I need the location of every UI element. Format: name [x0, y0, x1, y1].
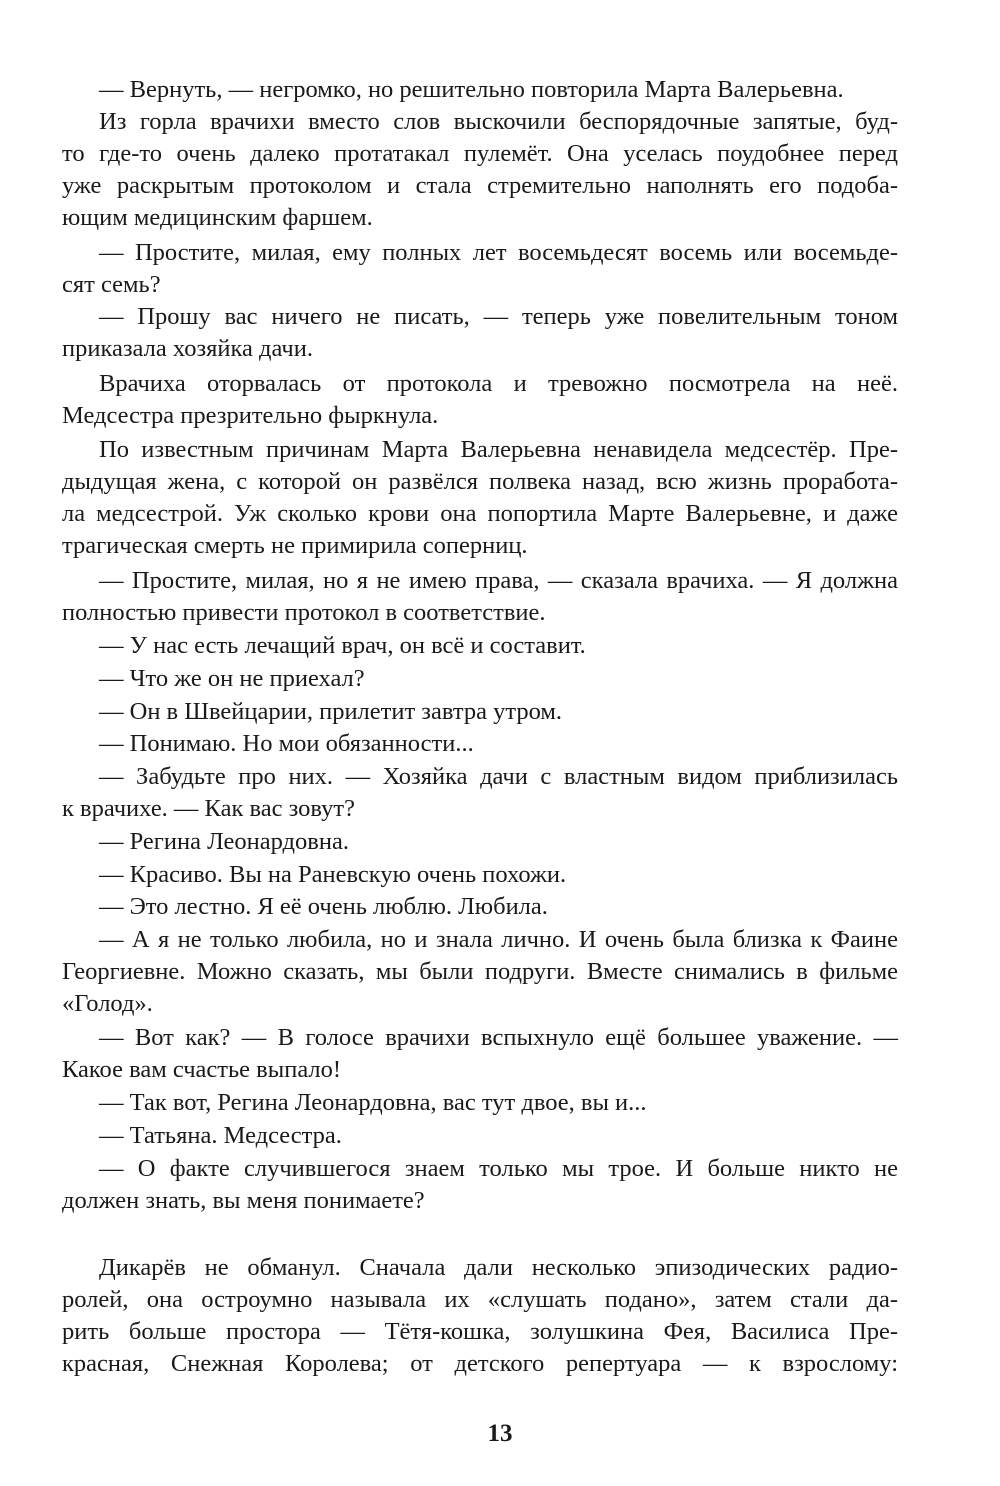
text-line: Врачиха оторвалась от протокола и тревожно посмотрела на неё. [99, 370, 898, 397]
text-line: — Красиво. Вы на Раневскую очень похожи. [99, 861, 567, 888]
text-line: полностью привести протокол в соответствие. [62, 599, 546, 626]
text-line: — Это лестно. Я её очень люблю. Любила. [99, 893, 548, 920]
text-line: — Забудьте про них. — Хозяйка дачи с властным видом приблизилась [99, 763, 898, 790]
text-line: ролей, она остроумно называла их «слушать подано», затем стали да- [62, 1286, 898, 1313]
text-line: трагическая смерть не примирила соперниц. [62, 532, 528, 559]
text-line: — Вернуть, — негромко, но решительно повторила Марта Валерьевна. [99, 76, 844, 103]
text-line: — Прошу вас ничего не писать, — теперь уже повелительным тоном [99, 303, 898, 330]
text-line: — А я не только любила, но и знала лично. И очень была близка к Фаине [99, 926, 898, 953]
text-line: — Вот как? — В голосе врачихи вспыхнуло ещё большее уважение. — [99, 1024, 898, 1051]
text-line: красная, Снежная Королева; от детского репертуара — к взрослому: [62, 1350, 898, 1377]
text-line: к врачихе. — Как вас зовут? [62, 795, 355, 822]
text-line: сят семь? [62, 271, 161, 298]
text-line: — Простите, милая, ему полных лет восемьдесят восемь или восемьде- [99, 239, 898, 266]
text-line: «Голод». [62, 990, 153, 1017]
text-line: ла медсестрой. Уж сколько крови она попортила Марте Валерьевне, и даже [62, 500, 898, 527]
text-line: Из горла врачихи вместо слов выскочили беспорядочные запятые, буд- [99, 108, 898, 135]
text-line: — Татьяна. Медсестра. [99, 1122, 342, 1149]
text-line: — Понимаю. Но мои обязанности... [99, 730, 474, 757]
text-line: — О факте случившегося знаем только мы трое. И больше никто не [99, 1155, 898, 1182]
text-line: уже раскрытым протоколом и стала стремительно наполнять его подоба- [62, 172, 898, 199]
text-line: По известным причинам Марта Валерьевна ненавидела медсестёр. Пре- [99, 436, 898, 463]
text-line: ющим медицинским фаршем. [62, 204, 373, 231]
text-line: то где-то очень далеко протатакал пулемёт. Она уселась поудобнее перед [62, 140, 898, 167]
text-line: — Он в Швейцарии, прилетит завтра утром. [99, 698, 562, 725]
text-line: — Регина Леонардовна. [99, 828, 349, 855]
text-line: — Простите, милая, но я не имею права, — сказала врачиха. — Я должна [99, 567, 898, 594]
text-line: Дикарёв не обманул. Сначала дали несколько эпизодических радио- [99, 1254, 898, 1281]
text-line: — У нас есть лечащий врач, он всё и составит. [99, 632, 586, 659]
text-line: приказала хозяйка дачи. [62, 335, 313, 362]
text-line: Какое вам счастье выпало! [62, 1056, 342, 1083]
text-line: — Что же он не приехал? [99, 665, 365, 692]
page-number: 13 [487, 1420, 513, 1447]
text-line: Георгиевне. Можно сказать, мы были подруги. Вместе снимались в фильме [62, 958, 898, 985]
text-line: рить больше простора — Тётя-кошка, золушкина Фея, Василиса Пре- [62, 1318, 898, 1345]
text-line: дыдущая жена, с которой он развёлся полвека назад, всю жизнь проработа- [62, 468, 898, 495]
text-line: — Так вот, Регина Леонардовна, вас тут двое, вы и... [99, 1089, 647, 1116]
text-line: должен знать, вы меня понимаете? [62, 1187, 425, 1214]
text-line: Медсестра презрительно фыркнула. [62, 402, 439, 429]
